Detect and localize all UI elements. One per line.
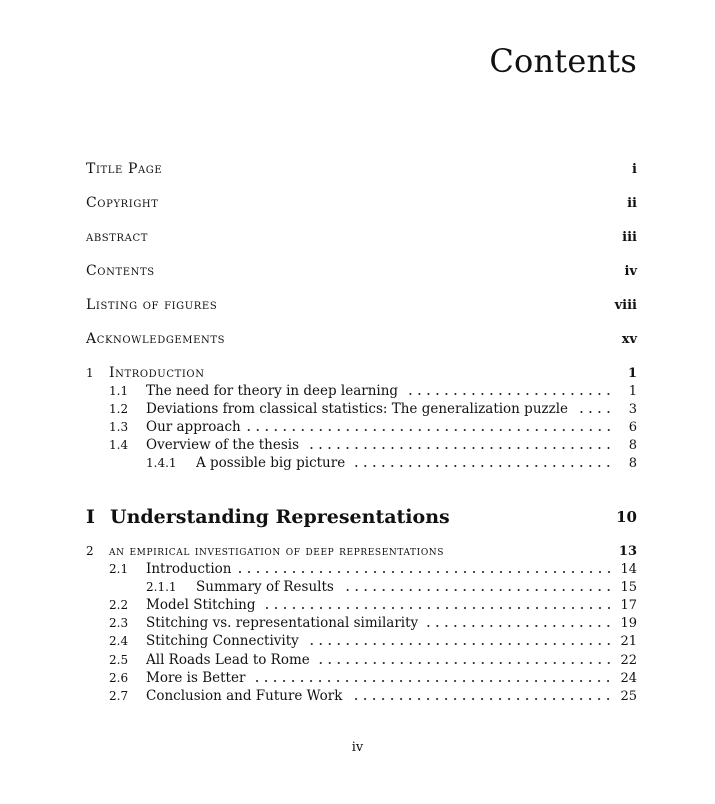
chapter-number: 2 (86, 544, 94, 558)
dot-leader (196, 578, 613, 596)
section-page: 3 (628, 401, 637, 417)
section-page: 6 (628, 419, 637, 435)
toc-entry-acknowledgements[interactable] (0, 330, 715, 348)
toc-entry-label: Title Page (86, 161, 163, 177)
toc-entry-page: iv (624, 263, 637, 279)
section-page: 14 (620, 561, 637, 577)
section-page: 17 (620, 597, 637, 613)
section-title: Stitching Connectivity (146, 633, 305, 649)
toc-section-1-1[interactable] (0, 382, 715, 400)
section-number: 2.5 (109, 653, 129, 667)
chapter-number: 1 (86, 366, 94, 380)
chapter-page: 1 (627, 365, 637, 381)
section-title: More is Better (146, 670, 251, 686)
dot-leader (146, 560, 613, 578)
toc-section-2-2[interactable] (0, 596, 715, 614)
toc-entry-label: abstract (86, 229, 148, 245)
toc-entry-contents[interactable] (0, 262, 715, 280)
dot-leader (146, 614, 613, 632)
section-number: 2.3 (109, 616, 129, 630)
section-number: 2.4 (109, 634, 129, 648)
section-number: 1.4 (109, 438, 129, 452)
section-title: All Roads Lead to Rome (146, 652, 316, 668)
section-title: Summary of Results (196, 579, 340, 595)
section-number: 1.4.1 (146, 456, 177, 470)
part-number: I (86, 506, 95, 528)
chapter-title: Introduction (109, 365, 205, 381)
toc-entry-listing-of-figures[interactable] (0, 296, 715, 314)
toc-section-1-3[interactable] (0, 418, 715, 436)
toc-entry-page: xv (621, 331, 637, 347)
toc-entry-label: Acknowledgements (86, 331, 226, 347)
chapter-page: 13 (618, 543, 637, 559)
toc-section-2-3[interactable] (0, 614, 715, 632)
section-page: 19 (620, 615, 637, 631)
part-page: 10 (616, 508, 637, 526)
section-number: 1.1 (109, 384, 129, 398)
toc-entry-page: i (632, 161, 637, 177)
dot-leader (146, 687, 613, 705)
section-title: Stitching vs. representational similarity (146, 615, 424, 631)
toc-section-2-7[interactable] (0, 687, 715, 705)
dot-leader (146, 382, 613, 400)
toc-section-1-4[interactable] (0, 436, 715, 454)
chapter-title: an empirical investigation of deep representations (109, 543, 445, 559)
toc-subsection-2-1-1[interactable] (0, 578, 715, 596)
dot-leader (146, 669, 613, 687)
section-number: 1.3 (109, 420, 129, 434)
dot-leader (196, 454, 613, 472)
section-number: 2.6 (109, 671, 129, 685)
section-number: 2.1.1 (146, 580, 177, 594)
toc-entry-label: Contents (86, 263, 155, 279)
toc-chapter-1[interactable] (0, 364, 715, 382)
section-page: 25 (620, 688, 637, 704)
toc-section-2-5[interactable] (0, 651, 715, 669)
toc-part-1[interactable] (0, 505, 715, 529)
page-title: Contents (489, 42, 637, 80)
section-title: Our approach (146, 419, 247, 435)
toc-entry-copyright[interactable] (0, 194, 715, 212)
dot-leader (146, 436, 613, 454)
toc-entry-page: viii (614, 297, 637, 313)
section-title: Deviations from classical statistics: The generalization puzzle (146, 401, 574, 417)
section-page: 22 (620, 652, 637, 668)
toc-entry-title-page[interactable] (0, 160, 715, 178)
toc-section-2-6[interactable] (0, 669, 715, 687)
toc-entry-abstract[interactable] (0, 228, 715, 246)
section-page: 24 (620, 670, 637, 686)
section-title: A possible big picture (196, 455, 351, 471)
section-number: 2.2 (109, 598, 129, 612)
section-title: Model Stitching (146, 597, 262, 613)
dot-leader (146, 651, 613, 669)
page-number-footer: iv (351, 740, 364, 755)
section-page: 1 (628, 383, 637, 399)
section-title: Overview of the thesis (146, 437, 305, 453)
toc-entry-label: Listing of figures (86, 297, 218, 313)
section-page: 15 (620, 579, 637, 595)
section-title: The need for theory in deep learning (146, 383, 404, 399)
dot-leader (146, 400, 613, 418)
toc-chapter-2[interactable] (0, 542, 715, 560)
toc-section-2-4[interactable] (0, 632, 715, 650)
toc-entry-page: iii (622, 229, 637, 245)
section-number: 1.2 (109, 402, 129, 416)
section-number: 2.1 (109, 562, 129, 576)
section-page: 8 (628, 455, 637, 471)
section-number: 2.7 (109, 689, 129, 703)
toc-section-1-2[interactable] (0, 400, 715, 418)
toc-subsection-1-4-1[interactable] (0, 454, 715, 472)
section-page: 21 (620, 633, 637, 649)
toc-entry-label: Copyright (86, 195, 159, 211)
toc-entry-page: ii (627, 195, 637, 211)
section-title: Introduction (146, 561, 238, 577)
part-title: Understanding Representations (110, 506, 450, 528)
dot-leader (146, 596, 613, 614)
dot-leader (146, 418, 613, 436)
dot-leader (146, 632, 613, 650)
toc-section-2-1[interactable] (0, 560, 715, 578)
section-page: 8 (628, 437, 637, 453)
section-title: Conclusion and Future Work (146, 688, 348, 704)
